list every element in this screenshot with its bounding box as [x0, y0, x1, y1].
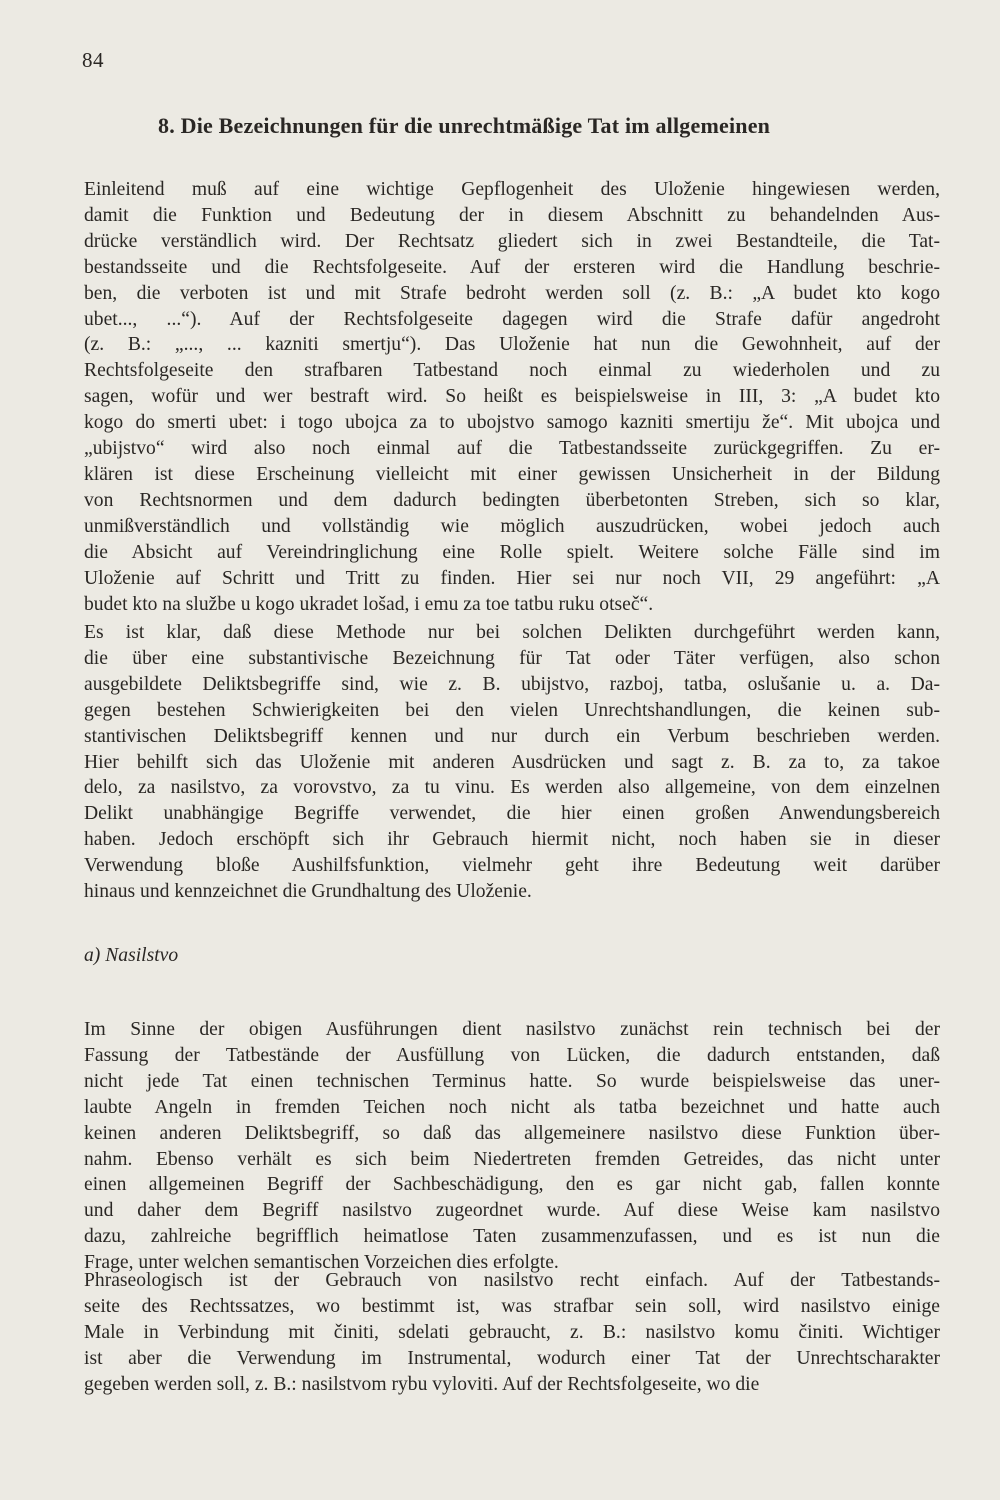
- paragraph-2: [84, 620, 940, 905]
- text-line: einen allgemeinen Begriff der Sachbeschädigung, den es gar nicht gab, fallen konnte: [84, 1174, 940, 1196]
- text-line: gegeben werden soll, z. B.: nasilstvom rybu vyloviti. Auf der Rechtsfolgeseite, wo die: [84, 1373, 760, 1395]
- text-line: Male in Verbindung mit činiti, sdelati gebraucht, z. B.: nasilstvo komu činiti. Wichtiger: [84, 1321, 940, 1343]
- subsection-heading: [84, 945, 178, 967]
- text-line: drücke verständlich wird. Der Rechtsatz gliedert sich in zwei Bestandteile, die Tat-: [84, 230, 940, 252]
- section-heading: 8. Die Bezeichnungen für die unrechtmäßige Tat im allgemeinen: [158, 113, 771, 138]
- text-line: Delikt unabhängige Begriffe verwendet, die hier einen großen Anwendungsbereich: [84, 803, 940, 825]
- text-line: nicht jede Tat einen technischen Terminus hatte. So wurde beispielsweise das uner-: [84, 1070, 940, 1092]
- text-line: Verwendung bloße Aushilfsfunktion, vielmehr geht ihre Bedeutung weit darüber: [84, 855, 940, 877]
- text-line: Es ist klar, daß diese Methode nur bei solchen Delikten durchgeführt werden kann,: [84, 622, 940, 643]
- text-line: sagen, wofür und wer bestraft wird. So heißt es beispielsweise in III, 3: „A budet kto: [84, 386, 940, 408]
- text-line: damit die Funktion und Bedeutung der in diesem Abschnitt zu behandelnden Aus-: [84, 204, 940, 226]
- text-line: „ubijstvo“ wird also noch einmal auf die Tatbestandsseite zurückgegriffen. Zu er-: [84, 438, 940, 460]
- text-line: dazu, zahlreiche begrifflich heimatlose Taten zusammenzufassen, und es ist nun die: [84, 1226, 940, 1248]
- text-line: delo, za nasilstvo, za vorovstvo, za tu vinu. Es werden also allgemeine, von dem einzelnen: [84, 777, 940, 799]
- subsection-heading-text: a) Nasilstvo: [84, 945, 179, 966]
- paragraph-3: [84, 1017, 940, 1276]
- text-line: Phraseologisch ist der Gebrauch von nasilstvo recht einfach. Auf der Tatbestands-: [84, 1270, 940, 1291]
- text-line: Hier behilft sich das Uloženie mit anderen Ausdrücken und sagt z. B. za to, za takoe: [84, 751, 940, 773]
- text-line: nahm. Ebenso verhält es sich beim Niedertreten fremden Getreides, das nicht unter: [84, 1148, 940, 1170]
- text-line: die Absicht auf Vereindringlichung eine Rolle spielt. Weitere solche Fälle sind im: [84, 541, 940, 563]
- text-line: Einleitend muß auf eine wichtige Gepflogenheit des Uloženie hingewiesen werden,: [84, 179, 940, 200]
- paragraph-1: [84, 177, 940, 617]
- text-line: Im Sinne der obigen Ausführungen dient nasilstvo zunächst rein technisch bei der: [84, 1019, 940, 1040]
- text-line: die über eine substantivische Bezeichnung für Tat oder Täter verfügen, also schon: [84, 647, 940, 669]
- text-line: stantivischen Deliktsbegriff kennen und nur durch ein Verbum beschrieben werden.: [84, 725, 940, 747]
- text-line: laubte Angeln in fremden Teichen noch nicht als tatba bezeichnet und hatte auch: [84, 1096, 940, 1118]
- text-line: hinaus und kennzeichnet die Grundhaltung des Uloženie.: [84, 881, 532, 903]
- text-line: budet kto na službe u kogo ukradet lošad, i emu za toe tatbu ruku otseč“.: [84, 593, 654, 615]
- text-line: kogo do smerti ubet: i togo ubojca za to ubojstvo samogo kazniti smertiju že“. Mit ubojca und: [84, 412, 940, 434]
- text-line: von Rechtsnormen und dem dadurch bedingten überbetonten Streben, sich so klar,: [84, 489, 940, 511]
- text-line: ausgebildete Deliktsbegriffe sind, wie z. B. ubijstvo, razboj, tatba, oslušanie u. a. Da-: [84, 673, 940, 695]
- text-line: Uloženie auf Schritt und Tritt zu finden. Hier sei nur noch VII, 29 angeführt: „A: [84, 567, 940, 589]
- paragraph-4: [84, 1268, 940, 1398]
- text-line: Rechtsfolgeseite den strafbaren Tatbestand noch einmal zu wiederholen und zu: [84, 360, 940, 382]
- text-line: haben. Jedoch erschöpft sich ihr Gebrauch hiermit nicht, noch haben sie in dieser: [84, 829, 940, 851]
- text-line: und daher dem Begriff nasilstvo zugeordnet wurde. Auf diese Weise kam nasilstvo: [84, 1200, 940, 1222]
- text-line: seite des Rechtssatzes, wo bestimmt ist, was strafbar sein soll, wird nasilstvo einige: [84, 1295, 940, 1317]
- text-line: ubet..., ...“). Auf der Rechtsfolgeseite dagegen wird die Strafe dafür angedroht: [84, 308, 940, 330]
- text-line: klären ist diese Erscheinung vielleicht mit einer gewissen Unsicherheit in der Bildung: [84, 463, 940, 485]
- text-line: Frage, unter welchen semantischen Vorzeichen dies erfolgte.: [84, 1252, 559, 1274]
- text-line: (z. B.: „..., ... kazniti smertju“). Das Uloženie hat nun die Gewohnheit, auf der: [84, 334, 940, 356]
- text-line: ist aber die Verwendung im Instrumental, wodurch einer Tat der Unrechtscharakter: [84, 1347, 940, 1369]
- text-line: bestandsseite und die Rechtsfolgeseite. Auf der ersteren wird die Handlung beschrie-: [84, 256, 940, 278]
- text-line: Fassung der Tatbestände der Ausfüllung von Lücken, die dadurch entstanden, daß: [84, 1044, 940, 1066]
- text-line: keinen anderen Deliktsbegriff, so daß das allgemeinere nasilstvo diese Funktion über-: [84, 1122, 940, 1144]
- text-line: unmißverständlich und vollständig wie möglich auszudrücken, wobei jedoch auch: [84, 515, 940, 537]
- text-line: ben, die verboten ist und mit Strafe bedroht werden soll (z. B.: „A budet kto kogo: [84, 282, 940, 304]
- text-line: gegen bestehen Schwierigkeiten bei den vielen Unrechtshandlungen, die keinen sub-: [84, 699, 940, 721]
- page-number: 84: [82, 48, 104, 72]
